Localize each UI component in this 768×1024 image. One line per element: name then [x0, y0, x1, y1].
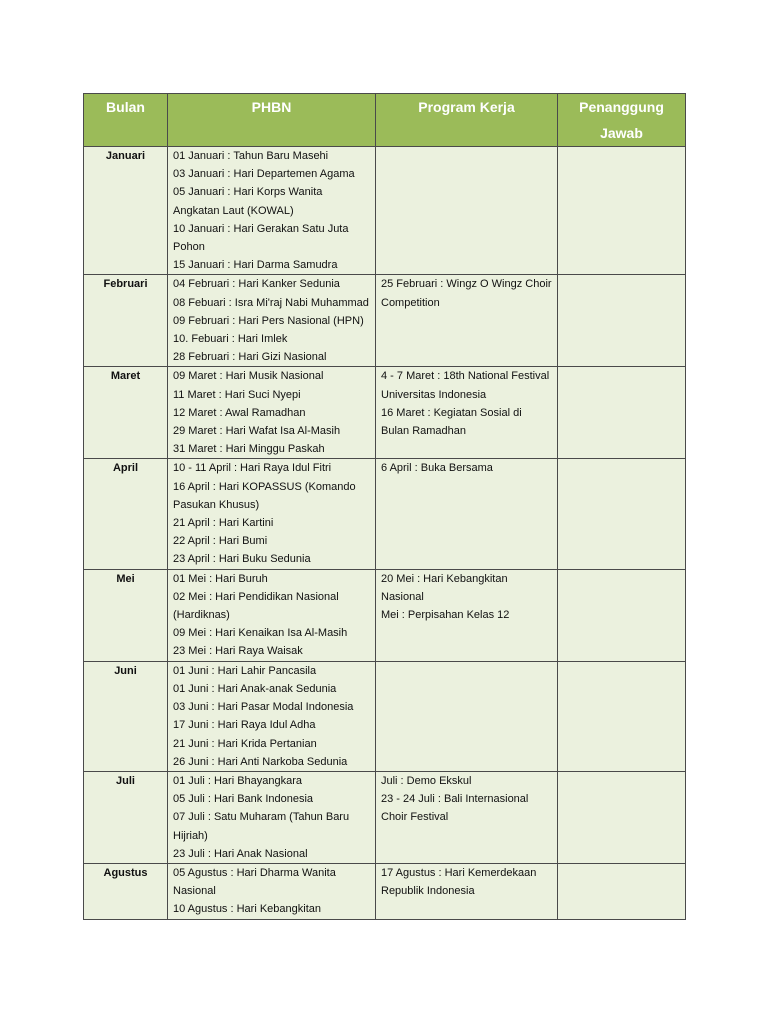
- penanggung-jawab-cell: [558, 661, 686, 771]
- phbn-entry: 05 Agustus : Hari Dharma Wanita Nasional: [173, 866, 336, 898]
- program-entry: 17 Agustus : Hari Kemerdekaan Republik Indonesia: [381, 866, 537, 898]
- program-kerja-cell: [376, 863, 558, 919]
- phbn-entry: 09 Maret : Hari Musik Nasional: [173, 370, 324, 383]
- table-row: [84, 459, 686, 569]
- month-cell: April: [84, 459, 168, 569]
- phbn-entry: 23 Mei : Hari Raya Waisak: [173, 645, 303, 658]
- penanggung-jawab-cell: [558, 275, 686, 367]
- phbn-entry: 03 Juni : Hari Pasar Modal Indonesia: [173, 701, 354, 714]
- phbn-entry: 07 Juli : Satu Muharam (Tahun Baru Hijriah): [173, 811, 350, 842]
- penanggung-jawab-cell: [558, 771, 686, 863]
- phbn-entry: 12 Maret : Awal Ramadhan: [173, 406, 306, 419]
- phbn-entry: 02 Mei : Hari Pendidikan Nasional (Hardiknas): [173, 590, 339, 622]
- program-kerja-cell: [376, 771, 558, 863]
- phbn-entry: 01 Juli : Hari Bhayangkara: [173, 774, 303, 787]
- penanggung-jawab-cell: [558, 569, 686, 661]
- table-row: [84, 569, 686, 661]
- phbn-entry: 09 Mei : Hari Kenaikan Isa Al-Masih: [173, 627, 348, 640]
- phbn-entry: 03 Januari : Hari Departemen Agama: [173, 168, 355, 181]
- phbn-entry: 01 Mei : Hari Buruh: [173, 572, 268, 585]
- program-entry: 25 Februari : Wingz O Wingz Choir Competition: [381, 278, 552, 309]
- phbn-cell: [168, 863, 376, 919]
- month-cell: Februari: [84, 275, 168, 367]
- phbn-entry: 11 Maret : Hari Suci Nyepi: [173, 388, 301, 401]
- program-entry: 20 Mei : Hari Kebangkitan Nasional: [381, 572, 508, 603]
- phbn-entry: 26 Juni : Hari Anti Narkoba Sedunia: [173, 755, 348, 768]
- phbn-entry: 04 Februari : Hari Kanker Sedunia: [173, 278, 340, 291]
- program-entry: Juli : Demo Ekskul: [381, 774, 472, 787]
- phbn-cell: [168, 459, 376, 569]
- phbn-entry: 05 Juli : Hari Bank Indonesia: [173, 793, 314, 806]
- phbn-entry: 17 Juni : Hari Raya Idul Adha: [173, 719, 316, 732]
- phbn-entry: 10 Agustus : Hari Kebangkitan: [173, 903, 321, 916]
- program-kerja-cell: [376, 661, 558, 771]
- penanggung-jawab-cell: [558, 367, 686, 459]
- table-row: [84, 147, 686, 275]
- month-cell: Mei: [84, 569, 168, 661]
- phbn-cell: [168, 275, 376, 367]
- phbn-entry: 31 Maret : Hari Minggu Paskah: [173, 443, 325, 456]
- header-phbn: PHBN: [168, 94, 376, 147]
- table-row: [84, 863, 686, 919]
- phbn-entry: 10 - 11 April : Hari Raya Idul Fitri: [173, 462, 332, 475]
- phbn-entry: 08 Febuari : Isra Mi'raj Nabi Muhammad: [173, 296, 369, 309]
- month-cell: Januari: [84, 147, 168, 275]
- program-entry: 4 - 7 Maret : 18th National Festival Universitas Indonesia: [381, 370, 550, 401]
- phbn-cell: [168, 147, 376, 275]
- table-row: [84, 771, 686, 863]
- table-body: [84, 147, 686, 920]
- table-row: [84, 661, 686, 771]
- month-cell: Juli: [84, 771, 168, 863]
- phbn-entry: 09 Februari : Hari Pers Nasional (HPN): [173, 314, 364, 327]
- program-entry: 23 - 24 Juli : Bali Internasional Choir Festival: [381, 793, 529, 824]
- program-kerja-cell: [376, 275, 558, 367]
- phbn-entry: 10. Febuari : Hari Imlek: [173, 333, 288, 346]
- program-entry: 6 April : Buka Bersama: [381, 462, 493, 475]
- phbn-entry: 16 April : Hari KOPASSUS (Komando Pasukan Khusus): [173, 480, 356, 511]
- phbn-entry: 01 Juni : Hari Lahir Pancasila: [173, 664, 317, 677]
- program-entry: Mei : Perpisahan Kelas 12: [381, 609, 510, 622]
- phbn-entry: 29 Maret : Hari Wafat Isa Al-Masih: [173, 425, 341, 438]
- month-cell: Juni: [84, 661, 168, 771]
- phbn-cell: [168, 569, 376, 661]
- phbn-entry: 21 April : Hari Kartini: [173, 517, 274, 530]
- header-bulan: Bulan: [84, 94, 168, 147]
- phbn-cell: [168, 367, 376, 459]
- penanggung-jawab-cell: [558, 147, 686, 275]
- program-entry: 16 Maret : Kegiatan Sosial di Bulan Ramadhan: [381, 406, 522, 438]
- month-cell: Agustus: [84, 863, 168, 919]
- program-kerja-cell: [376, 367, 558, 459]
- phbn-entry: 01 Januari : Tahun Baru Masehi: [173, 150, 329, 162]
- phbn-entry: 22 April : Hari Bumi: [173, 535, 268, 548]
- month-cell: Maret: [84, 367, 168, 459]
- table-header: [84, 94, 686, 147]
- phbn-schedule-table: [83, 93, 686, 920]
- phbn-cell: [168, 771, 376, 863]
- penanggung-jawab-cell: [558, 459, 686, 569]
- program-kerja-cell: [376, 147, 558, 275]
- header-row: [84, 94, 686, 147]
- phbn-entry: 10 Januari : Hari Gerakan Satu Juta Pohon: [173, 222, 349, 254]
- phbn-entry: 21 Juni : Hari Krida Pertanian: [173, 737, 317, 750]
- program-kerja-cell: [376, 569, 558, 661]
- phbn-entry: 15 Januari : Hari Darma Samudra: [173, 259, 338, 272]
- phbn-cell: [168, 661, 376, 771]
- phbn-entry: 23 Juli : Hari Anak Nasional: [173, 847, 308, 860]
- header-program-kerja: Program Kerja: [376, 94, 558, 147]
- phbn-entry: 28 Februari : Hari Gizi Nasional: [173, 351, 327, 364]
- penanggung-jawab-cell: [558, 863, 686, 919]
- phbn-entry: 23 April : Hari Buku Sedunia: [173, 553, 311, 566]
- phbn-entry: 05 Januari : Hari Korps Wanita Angkatan Laut (KOWAL): [173, 186, 323, 217]
- table-row: [84, 367, 686, 459]
- table-row: [84, 275, 686, 367]
- header-penanggung-jawab: Penanggung Jawab: [558, 94, 686, 147]
- phbn-entry: 01 Juni : Hari Anak-anak Sedunia: [173, 682, 337, 695]
- program-kerja-cell: [376, 459, 558, 569]
